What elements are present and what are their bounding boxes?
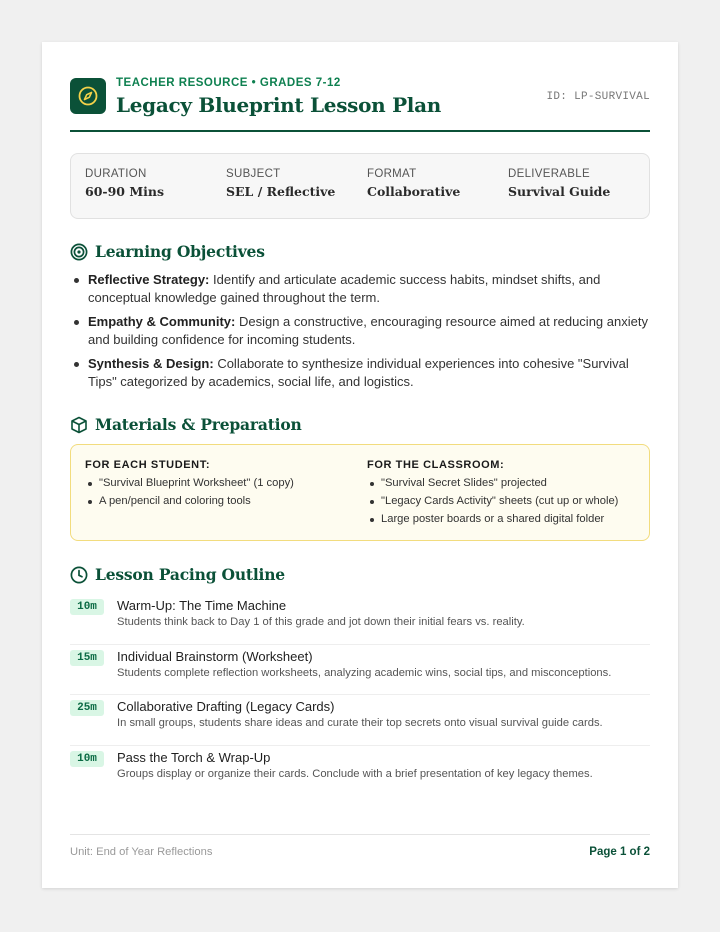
list-item: "Survival Secret Slides" projected <box>367 474 637 492</box>
meta-label: FORMAT <box>367 168 417 180</box>
meta-duration <box>85 168 164 199</box>
list-item: A pen/pencil and coloring tools <box>85 492 355 510</box>
objective-text: Identify and articulate academic success habits, mindset shifts, and conceptual knowledge gained throughout the term. <box>88 272 601 305</box>
meta-value: 60-90 Mins <box>85 184 165 199</box>
box-icon <box>70 416 88 434</box>
meta-label: DELIVERABLE <box>508 168 590 180</box>
objectives-list <box>70 271 650 397</box>
page-title: Legacy Blueprint Lesson Plan <box>116 93 442 117</box>
pacing-row <box>70 746 650 797</box>
pacing-title: Individual Brainstorm (Worksheet) <box>117 648 313 664</box>
page-number: Page 1 of 2 <box>589 846 650 858</box>
materials-heading-student: FOR EACH STUDENT: <box>85 459 211 471</box>
list-item <box>70 355 650 390</box>
lesson-meta-panel <box>70 153 650 219</box>
student-materials <box>85 459 355 510</box>
time-badge: 25m <box>70 700 104 716</box>
meta-value: Collaborative <box>367 184 461 199</box>
pacing-title: Pass the Torch & Wrap-Up <box>117 749 271 765</box>
section-title: Materials & Preparation <box>95 415 302 434</box>
pacing-desc: In small groups, students share ideas and curate their top secrets onto visual survival guide cards. <box>117 717 603 729</box>
meta-subject <box>226 168 335 199</box>
objective-label: Empathy & Community: <box>88 314 236 329</box>
list-item <box>70 271 650 306</box>
unit-label: Unit: End of Year Reflections <box>70 846 213 858</box>
meta-deliverable <box>508 168 610 199</box>
pacing-row <box>70 695 650 746</box>
classroom-materials <box>367 459 637 528</box>
document-id: ID: LP-SURVIVAL <box>546 91 650 103</box>
meta-value: SEL / Reflective <box>226 184 336 199</box>
pacing-title: Warm-Up: The Time Machine <box>117 598 287 613</box>
compass-icon <box>70 78 106 114</box>
objective-label: Synthesis & Design: <box>88 356 214 371</box>
document-header <box>70 76 650 132</box>
pacing-row <box>70 594 650 645</box>
pacing-desc: Groups display or organize their cards. Conclude with a brief presentation of key legacy themes. <box>117 767 593 780</box>
list-item: "Survival Blueprint Worksheet" (1 copy) <box>85 474 355 492</box>
eyebrow-label: TEACHER RESOURCE • GRADES 7-12 <box>116 77 341 89</box>
pacing-row <box>70 645 650 696</box>
time-badge: 10m <box>70 599 104 615</box>
objective-label: Reflective Strategy: <box>88 272 210 287</box>
meta-value: Survival Guide <box>508 184 611 199</box>
materials-panel <box>70 444 650 541</box>
pacing-desc: Students think back to Day 1 of this grade and jot down their initial fears vs. reality. <box>117 616 525 628</box>
page-footer <box>70 834 650 864</box>
objective-text: Design a constructive, encouraging resource aimed at reducing anxiety and building confidence for incoming students. <box>88 314 648 347</box>
lesson-plan-page <box>42 42 678 888</box>
clock-icon <box>70 566 88 584</box>
section-title: Lesson Pacing Outline <box>95 565 285 584</box>
list-item: Large poster boards or a shared digital folder <box>367 510 637 528</box>
section-title: Learning Objectives <box>95 242 265 261</box>
objective-text: Collaborate to synthesize individual experiences into cohesive "Survival Tips" categorized by academics, social life, and logistics. <box>88 356 629 389</box>
meta-format <box>367 168 460 199</box>
meta-label: DURATION <box>85 168 147 180</box>
meta-label: SUBJECT <box>226 168 281 180</box>
pacing-list <box>70 594 650 796</box>
list-item: "Legacy Cards Activity" sheets (cut up or whole) <box>367 492 637 510</box>
target-icon <box>70 243 88 261</box>
list-item <box>70 313 650 348</box>
time-badge: 10m <box>70 751 104 767</box>
materials-heading-classroom: FOR THE CLASSROOM: <box>367 459 505 471</box>
pacing-desc: Students complete reflection worksheets, analyzing academic wins, social tips, and misconceptions. <box>117 666 612 679</box>
time-badge: 15m <box>70 650 104 666</box>
pacing-title: Collaborative Drafting (Legacy Cards) <box>117 699 335 714</box>
